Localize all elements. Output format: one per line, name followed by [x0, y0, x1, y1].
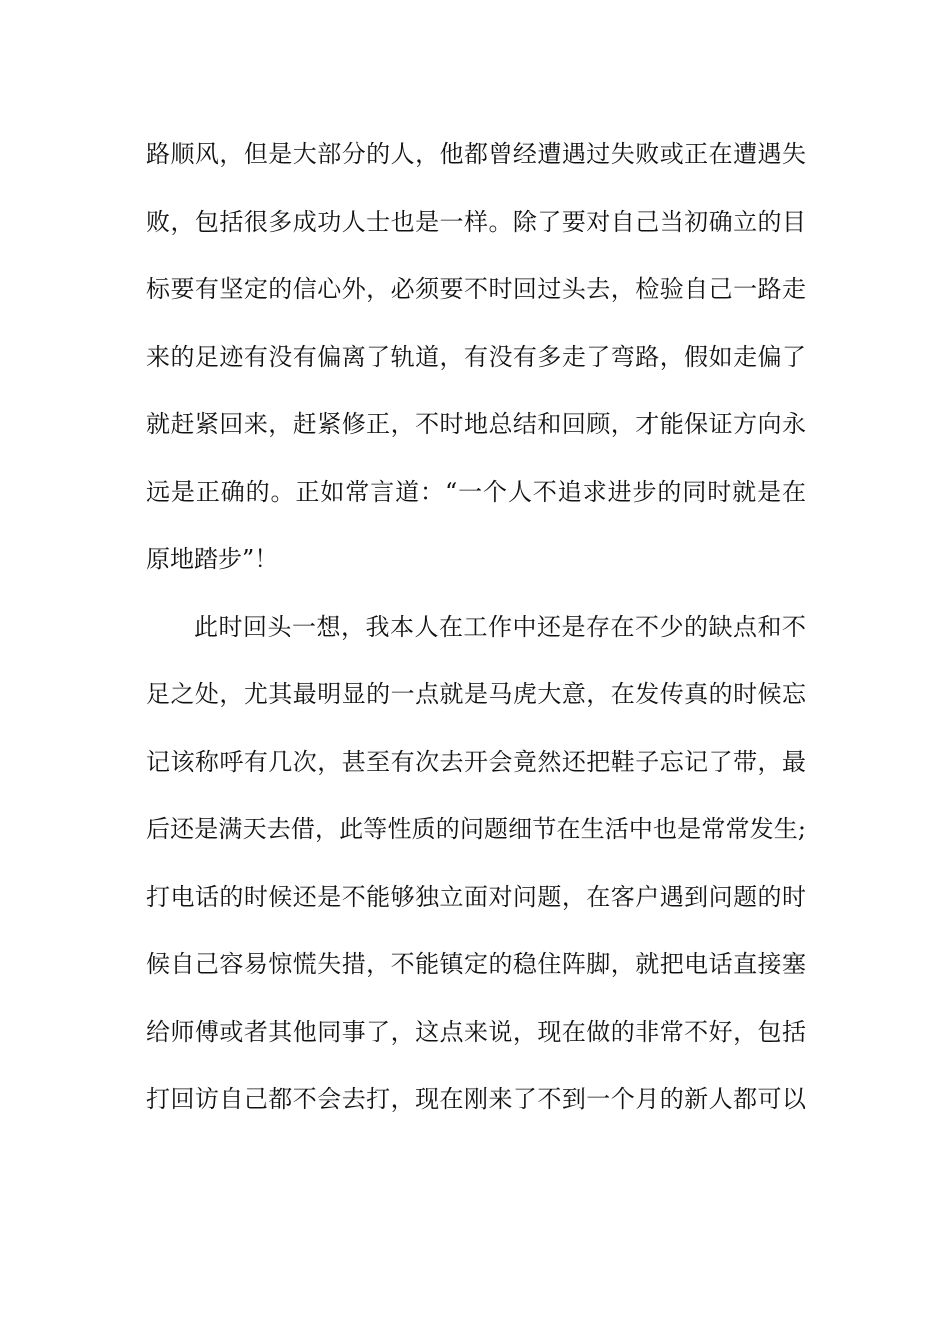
text-line: 此时回头一想，我本人在工作中还是存在不少的缺点和不 — [194, 612, 806, 641]
paragraph-2 — [146, 599, 806, 1139]
text-line: 败，包括很多成功人士也是一样。除了要对自己当初确立的目 — [146, 207, 806, 236]
text-line: 远是正确的。正如常言道：“一个人不追求进步的同时就是在 — [146, 477, 806, 506]
text-line: 原地踏步”！ — [146, 545, 279, 573]
paragraph-1 — [146, 126, 806, 599]
text-line: 足之处，尤其最明显的一点就是马虎大意，在发传真的时候忘 — [146, 680, 806, 708]
text-line: 候自己容易惊慌失措，不能镇定的稳住阵脚，就把电话直接塞 — [146, 950, 806, 978]
text-line: 路顺风，但是大部分的人，他都曾经遭遇过失败或正在遭遇失 — [146, 140, 806, 168]
text-line: 标要有坚定的信心外，必须要不时回过头去，检验自己一路走 — [146, 275, 806, 303]
document-body — [146, 126, 806, 1139]
text-line: 后还是满天去借，此等性质的问题细节在生活中也是常常发生; — [146, 815, 806, 843]
text-line: 就赶紧回来，赶紧修正，不时地总结和回顾，才能保证方向永 — [146, 410, 806, 438]
text-line: 记该称呼有几次，甚至有次去开会竟然还把鞋子忘记了带，最 — [146, 747, 806, 776]
text-line: 给师傅或者其他同事了，这点来说，现在做的非常不好，包括 — [146, 1017, 806, 1046]
text-line: 来的足迹有没有偏离了轨道，有没有多走了弯路，假如走偏了 — [146, 342, 806, 371]
text-line: 打电话的时候还是不能够独立面对问题，在客户遇到问题的时 — [146, 882, 806, 911]
text-line: 打回访自己都不会去打，现在刚来了不到一个月的新人都可以 — [146, 1085, 806, 1113]
